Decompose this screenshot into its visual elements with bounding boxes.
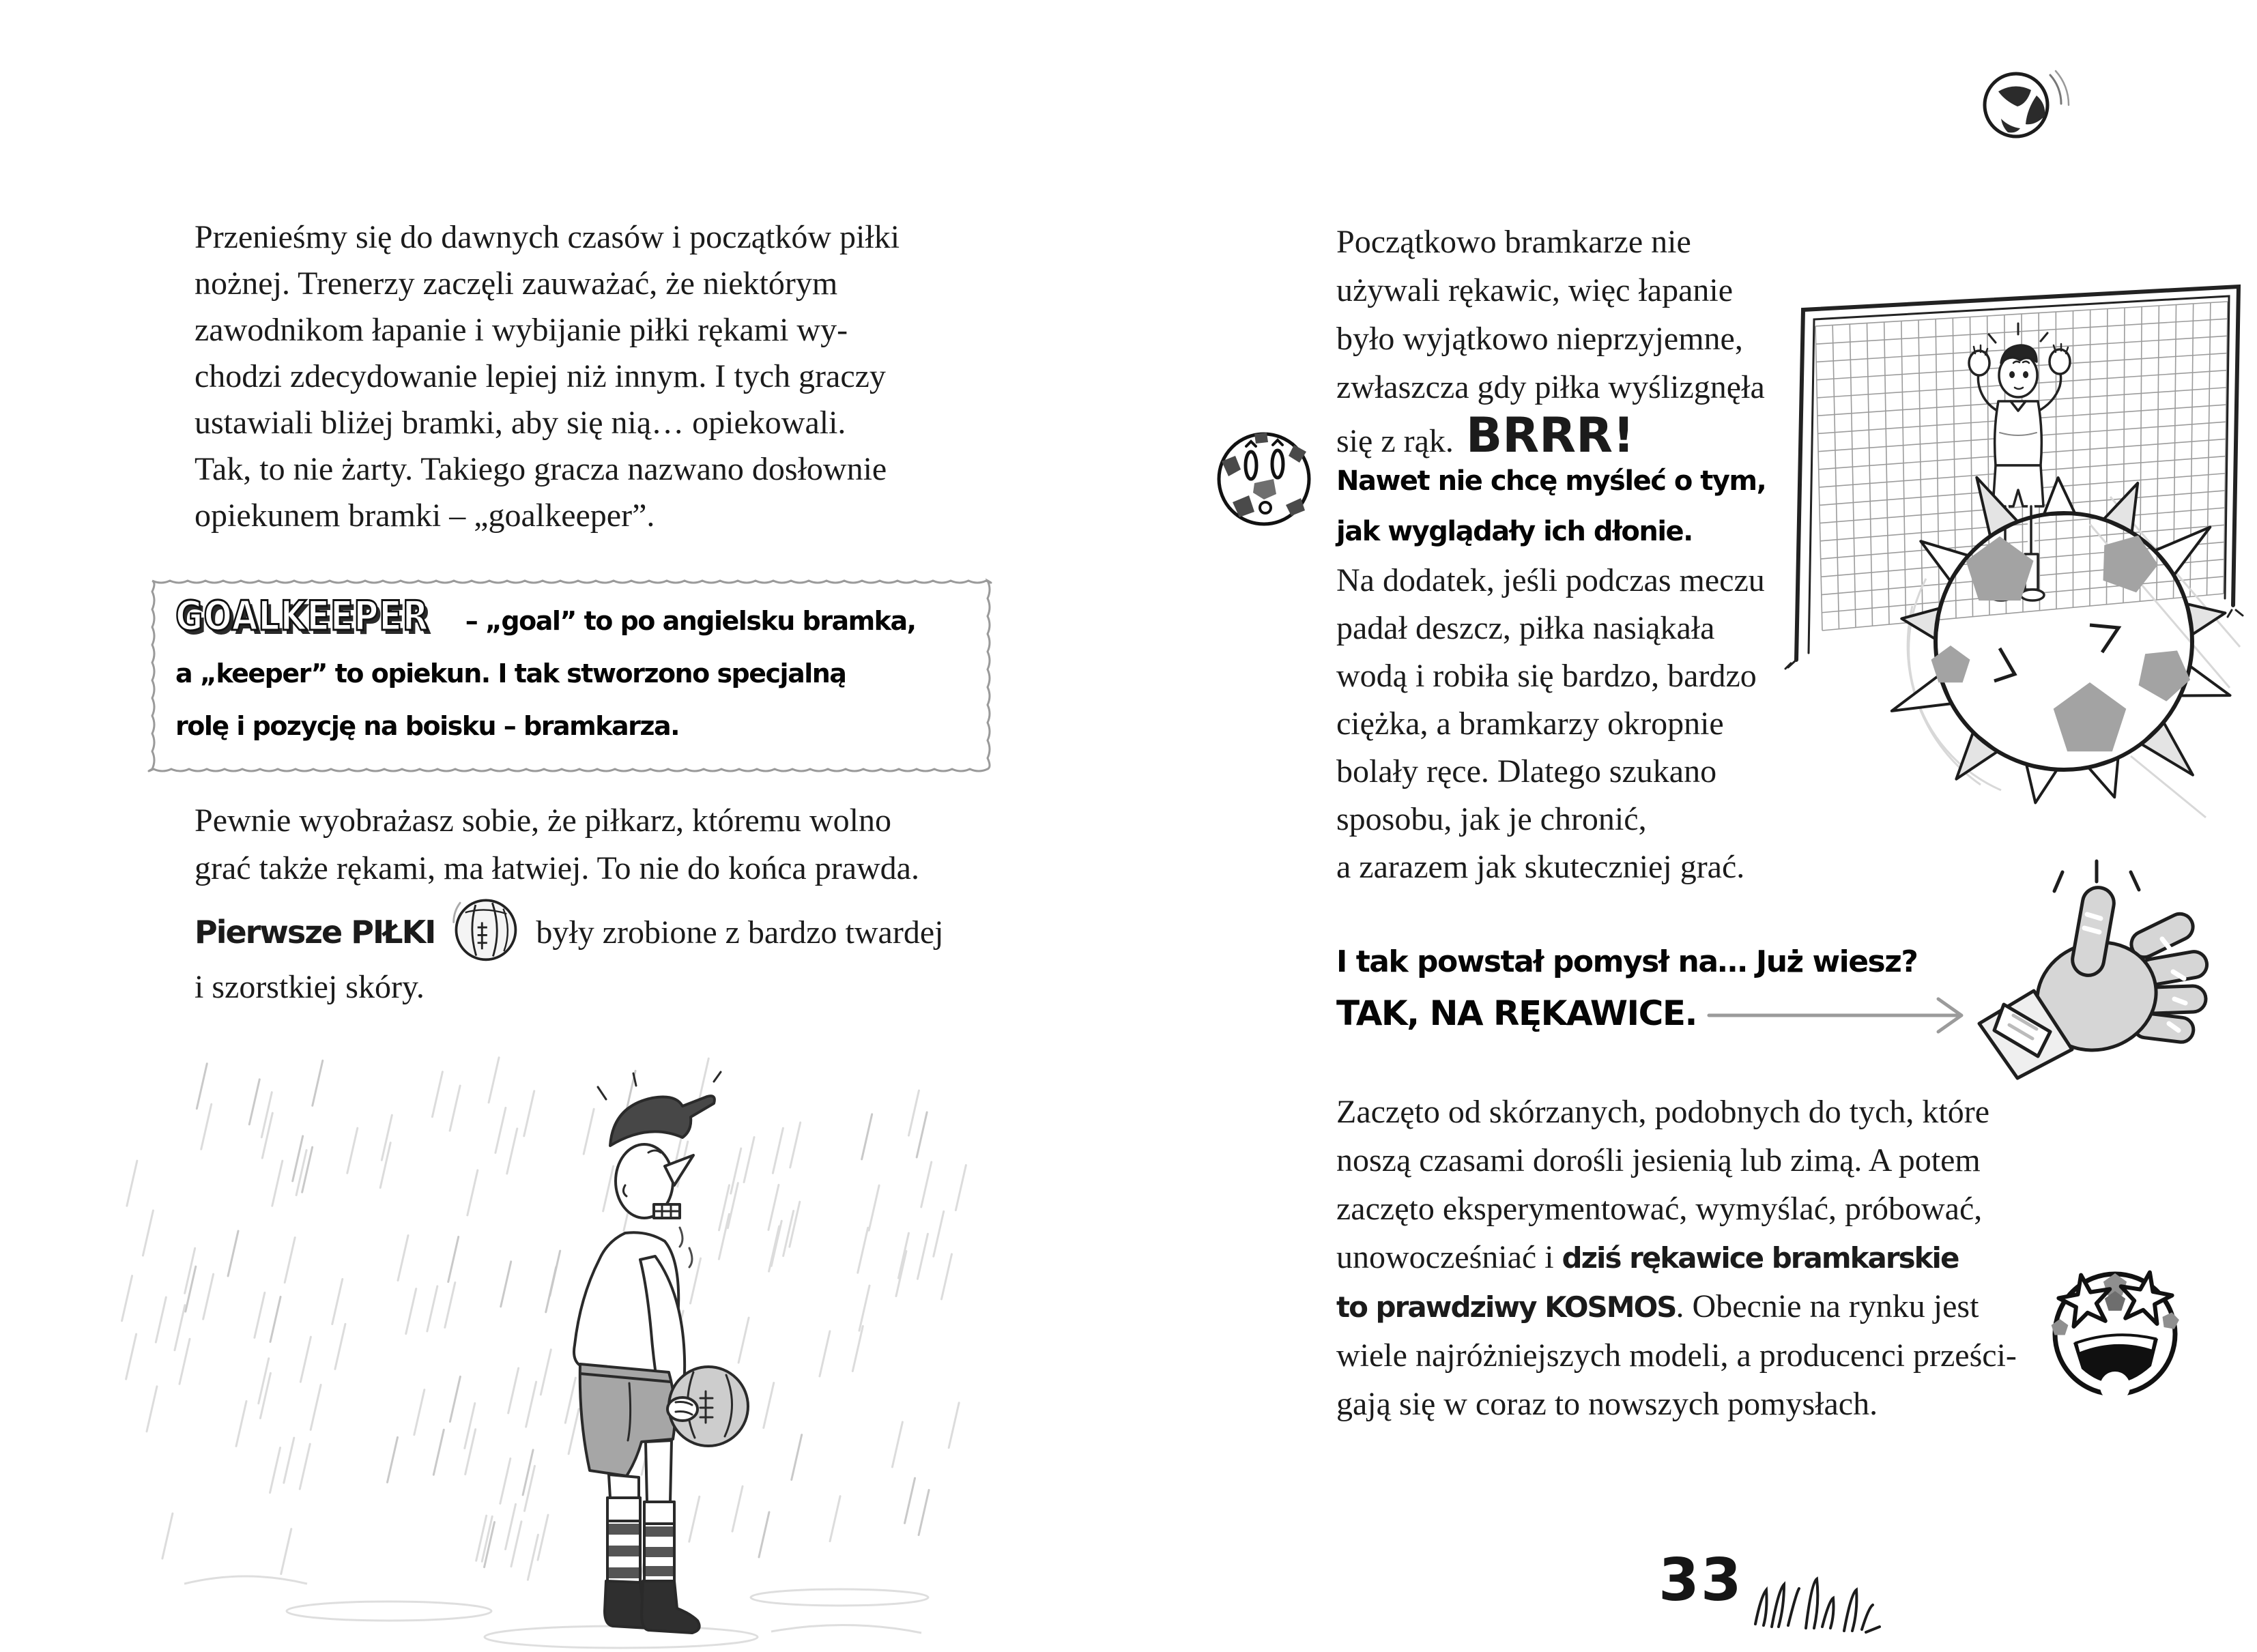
grass-scribble-icon	[1749, 1569, 1885, 1634]
text-line: używali rękawic, więc łapanie	[1336, 272, 1734, 308]
text-line: gają się w coraz to nowszych pomysłach.	[1336, 1386, 1878, 1422]
rain-line	[450, 1376, 460, 1421]
pentagon-patch	[2054, 682, 2127, 751]
goalkeeper-infobox	[147, 575, 993, 774]
rain-line	[185, 1248, 195, 1293]
text-after-ball: były zrobione z bardzo twardej	[536, 914, 944, 951]
spike	[2155, 527, 2210, 576]
rain-line	[862, 1114, 872, 1159]
rain-line	[179, 1339, 190, 1384]
rain-line	[445, 1282, 455, 1327]
rain-line	[414, 1390, 425, 1435]
rain-line	[201, 1104, 212, 1149]
rain-line	[380, 1143, 390, 1188]
infobox-line-text: – „goal” to po angielsku bramka,	[465, 606, 916, 636]
text-line: Zaczęto od skórzanych, podobnych do tych, które	[1336, 1094, 1990, 1130]
surprised-ball-icon	[1212, 426, 1316, 530]
rain-line	[830, 1496, 840, 1541]
text-line: ustawiali bliżej bramki, aby się nią… opiekowali.	[195, 405, 846, 441]
rain-line	[262, 1113, 272, 1158]
text-line: opiekunem bramki – „goalkeeper”.	[195, 497, 655, 534]
rain-line	[934, 1211, 944, 1256]
text-line: było wyjątkowo nieprzyjemne,	[1336, 321, 1743, 357]
rain-line	[476, 1516, 487, 1561]
rain-line	[732, 1486, 743, 1531]
rain-line	[507, 1129, 517, 1174]
rain-line	[859, 1286, 869, 1331]
rain-line	[538, 1515, 548, 1560]
spike	[2044, 478, 2075, 515]
rain-line	[511, 1522, 521, 1567]
rain-line	[313, 1060, 323, 1105]
rain-line	[603, 1166, 614, 1211]
rain-line	[249, 1079, 259, 1125]
infobox-line: a „keeper” to opiekun. I tak stworzono specjalną	[175, 658, 846, 689]
rain-line	[524, 1466, 534, 1511]
text-line: Początkowo bramkarze nie	[1336, 224, 1691, 260]
text-line	[195, 893, 943, 963]
handwritten-note-2-line1: I tak powstał pomysł na… Już wiesz?	[1336, 944, 1918, 979]
right-paragraph-3	[1336, 1088, 2017, 1428]
rain-line	[272, 1161, 283, 1206]
rain-line	[764, 1382, 774, 1428]
text-segment: . Obecnie na rynku jest	[1676, 1288, 1979, 1324]
fold-mark	[1994, 648, 2015, 681]
rain-line	[270, 1296, 281, 1342]
rain-line	[820, 1331, 830, 1376]
hand-segment: dziś rękawice bramkarskie	[1562, 1241, 1959, 1275]
rain-line	[728, 1183, 738, 1228]
text-line: zwłaszcza gdy piłka wyślizgnęła	[1336, 369, 1765, 405]
rain-line	[541, 1350, 551, 1395]
rain-line	[427, 1286, 437, 1331]
rain-line	[450, 1086, 460, 1131]
rain-line	[528, 1535, 538, 1580]
text-line: i szorstkiej skóry.	[195, 969, 425, 1005]
rain-line	[143, 1211, 153, 1256]
rain-line	[869, 1185, 879, 1230]
rain-line	[433, 1430, 444, 1475]
infobox-title: GOALKEEPER	[175, 592, 429, 640]
rain-line	[332, 1279, 343, 1324]
rain-line	[744, 1137, 754, 1183]
spike	[1976, 478, 2017, 536]
rain-line	[388, 1437, 398, 1482]
rain-line	[300, 1444, 310, 1489]
rain-line	[335, 1324, 345, 1369]
rain-line	[771, 1221, 781, 1266]
rain-line	[941, 1254, 951, 1299]
rain-line	[508, 1368, 519, 1413]
rain-line	[489, 1058, 499, 1103]
rain-line	[858, 1228, 868, 1273]
rain-line	[398, 1235, 408, 1280]
text-line: ciężka, a bramkarzy okropnie	[1336, 706, 1724, 742]
rain-line	[905, 1478, 915, 1523]
rain-line	[773, 1128, 783, 1173]
rain-line	[260, 1373, 270, 1418]
rain-line	[691, 1258, 701, 1303]
text-line: Tak, to nie żarty. Takiego gracza nazwano dosłownie	[195, 451, 887, 487]
rain-line	[908, 1090, 919, 1135]
rain-line	[382, 1115, 392, 1160]
thumbs-up-glove-illustration	[1960, 852, 2216, 1080]
page-number: 33	[1658, 1546, 1743, 1614]
chin-notch	[2100, 1372, 2130, 1402]
puddles	[184, 1576, 928, 1648]
rain-line	[500, 1458, 511, 1503]
rain-line	[565, 1378, 575, 1423]
rain-line	[175, 1305, 185, 1350]
hand-line: Nawet nie chcę myśleć o tym,	[1336, 465, 1766, 497]
rain-line	[892, 1422, 902, 1467]
rain-line	[162, 1513, 173, 1559]
goalkeeper-figure	[574, 1072, 748, 1633]
rain-line	[126, 1334, 136, 1379]
hand-segment: to prawdziwy KOSMOS	[1336, 1290, 1676, 1324]
rain-line	[917, 1234, 928, 1279]
text-line: Przenieśmy się do dawnych czasów i początków piłki	[195, 219, 900, 255]
rainy-goalkeeper-illustration	[102, 1052, 990, 1652]
star-struck-ball-icon	[2047, 1262, 2187, 1406]
rain-line	[790, 1122, 801, 1168]
rain-line	[949, 1403, 959, 1448]
rain-line	[448, 1237, 459, 1282]
rain-line	[768, 1185, 779, 1230]
rain-line	[569, 1409, 579, 1454]
text-segment: się z rąk.	[1336, 423, 1454, 459]
brrr-shout-text: BRRR!	[1465, 407, 1635, 463]
rain-line	[156, 1297, 166, 1342]
rain-line	[526, 1382, 536, 1427]
infobox-text	[175, 590, 916, 753]
spike	[2141, 722, 2193, 774]
rain-line	[955, 1165, 966, 1211]
rain-line	[495, 1107, 506, 1153]
pentagon-patches	[1931, 536, 2191, 752]
rain-line	[406, 1289, 416, 1334]
rain-line	[186, 1266, 196, 1312]
text-line: zaczęto eksperymentować, wymyślać, próbować,	[1336, 1191, 1983, 1227]
rain-line	[689, 1496, 700, 1541]
rain-line	[896, 1251, 906, 1296]
rain-line	[524, 1091, 534, 1136]
rain-line	[921, 1162, 932, 1207]
text-line	[1336, 1282, 2017, 1331]
rain-line	[523, 1450, 533, 1495]
text-line: noszą czasami dorośli jesienią lub zimą. A potem	[1336, 1142, 1981, 1178]
rain-line	[769, 1226, 779, 1271]
text-line: padał deszcz, piłka nasiąkała	[1336, 610, 1715, 646]
rain-line	[147, 1387, 157, 1432]
text-segment: unowocześniać i	[1336, 1239, 1562, 1275]
spike	[1956, 732, 1998, 779]
text-line: wiele najróżniejszych modeli, a producenci prześci-	[1336, 1337, 2017, 1374]
text-line: Pewnie wyobrażasz sobie, że piłkarz, któremu wolno	[195, 802, 892, 839]
text-line: nożnej. Trenerzy zaczęli zauważać, że niektórym	[195, 265, 838, 302]
infobox-line: rolę i pozycję na boisku – bramkarza.	[175, 711, 680, 741]
net-line	[1832, 325, 1839, 629]
rain-line	[506, 1504, 516, 1549]
handwritten-note-2-line2: TAK, NA RĘKAWICE.	[1336, 994, 1697, 1033]
text-line: grać także rękami, ma łatwiej. To nie do końca prawda.	[195, 850, 919, 886]
net-line	[1815, 326, 1822, 631]
rain-line	[347, 1128, 358, 1173]
rain-line	[501, 1262, 511, 1307]
rain-line	[898, 1233, 908, 1278]
rain-line	[731, 1148, 741, 1193]
spiky-ball-illustration	[1885, 469, 2257, 826]
rain-line	[236, 1401, 246, 1446]
rain-line	[917, 1112, 927, 1157]
rain-line	[197, 1064, 207, 1109]
rain-line	[432, 1072, 442, 1117]
text-line: sposobu, jak je chronić,	[1336, 801, 1647, 837]
rain-line	[284, 1438, 294, 1483]
rain-line	[919, 1490, 929, 1535]
net-line	[1867, 323, 1873, 626]
left-paragraph-1	[195, 214, 900, 539]
rain-line	[261, 1092, 272, 1137]
rain-line	[738, 1318, 749, 1363]
rain-line	[468, 1170, 478, 1215]
rain-lines	[122, 1058, 966, 1581]
rain-line	[281, 1529, 291, 1574]
arrow-right-icon	[1706, 995, 1986, 1036]
text-line: a zarazem jak skuteczniej grać.	[1336, 849, 1745, 885]
vintage-ball-icon	[450, 893, 521, 963]
infobox-line	[175, 590, 916, 648]
text-line: zawodnikom łapanie i wybijanie piłki rękami wy-	[195, 312, 848, 348]
fold-mark	[2090, 625, 2118, 652]
hand-line: jak wyglądały ich dłonie.	[1336, 516, 1693, 547]
rain-line	[270, 1448, 281, 1493]
handwritten-note-1	[1336, 456, 1766, 557]
right-paragraph-2	[1336, 557, 1765, 891]
rain-line	[759, 1512, 769, 1557]
rain-line	[259, 1359, 269, 1404]
rain-line	[550, 1251, 560, 1296]
rain-line	[302, 1147, 313, 1192]
rain-line	[255, 1292, 265, 1337]
rain-line	[300, 1337, 311, 1382]
right-paragraph-1	[1336, 218, 1765, 465]
left-paragraph-2	[195, 797, 943, 1011]
text-line: wodą i robiła się bardzo, bardzo	[1336, 658, 1757, 694]
rain-line	[792, 1435, 802, 1480]
rain-line	[203, 1274, 214, 1319]
rain-line	[285, 1238, 295, 1283]
rain-line	[584, 1109, 594, 1154]
spikes	[1892, 478, 2230, 803]
rain-line	[122, 1276, 132, 1321]
rain-line	[852, 1326, 863, 1371]
first-balls-hand-text: Pierwsze PIŁKI	[195, 914, 435, 951]
rain-line	[311, 1385, 321, 1430]
text-line: Na dodatek, jeśli podczas meczu	[1336, 562, 1765, 598]
text-line	[1336, 1233, 2017, 1282]
text-line: chodzi zdecydowanie lepiej niż innym. I tych graczy	[195, 358, 886, 394]
text-line: bolały ręce. Dlatego szukano	[1336, 753, 1717, 789]
rain-line	[127, 1161, 137, 1206]
soccer-ball-icon	[1979, 61, 2075, 147]
net-line	[1850, 324, 1856, 628]
rain-line	[228, 1231, 238, 1276]
